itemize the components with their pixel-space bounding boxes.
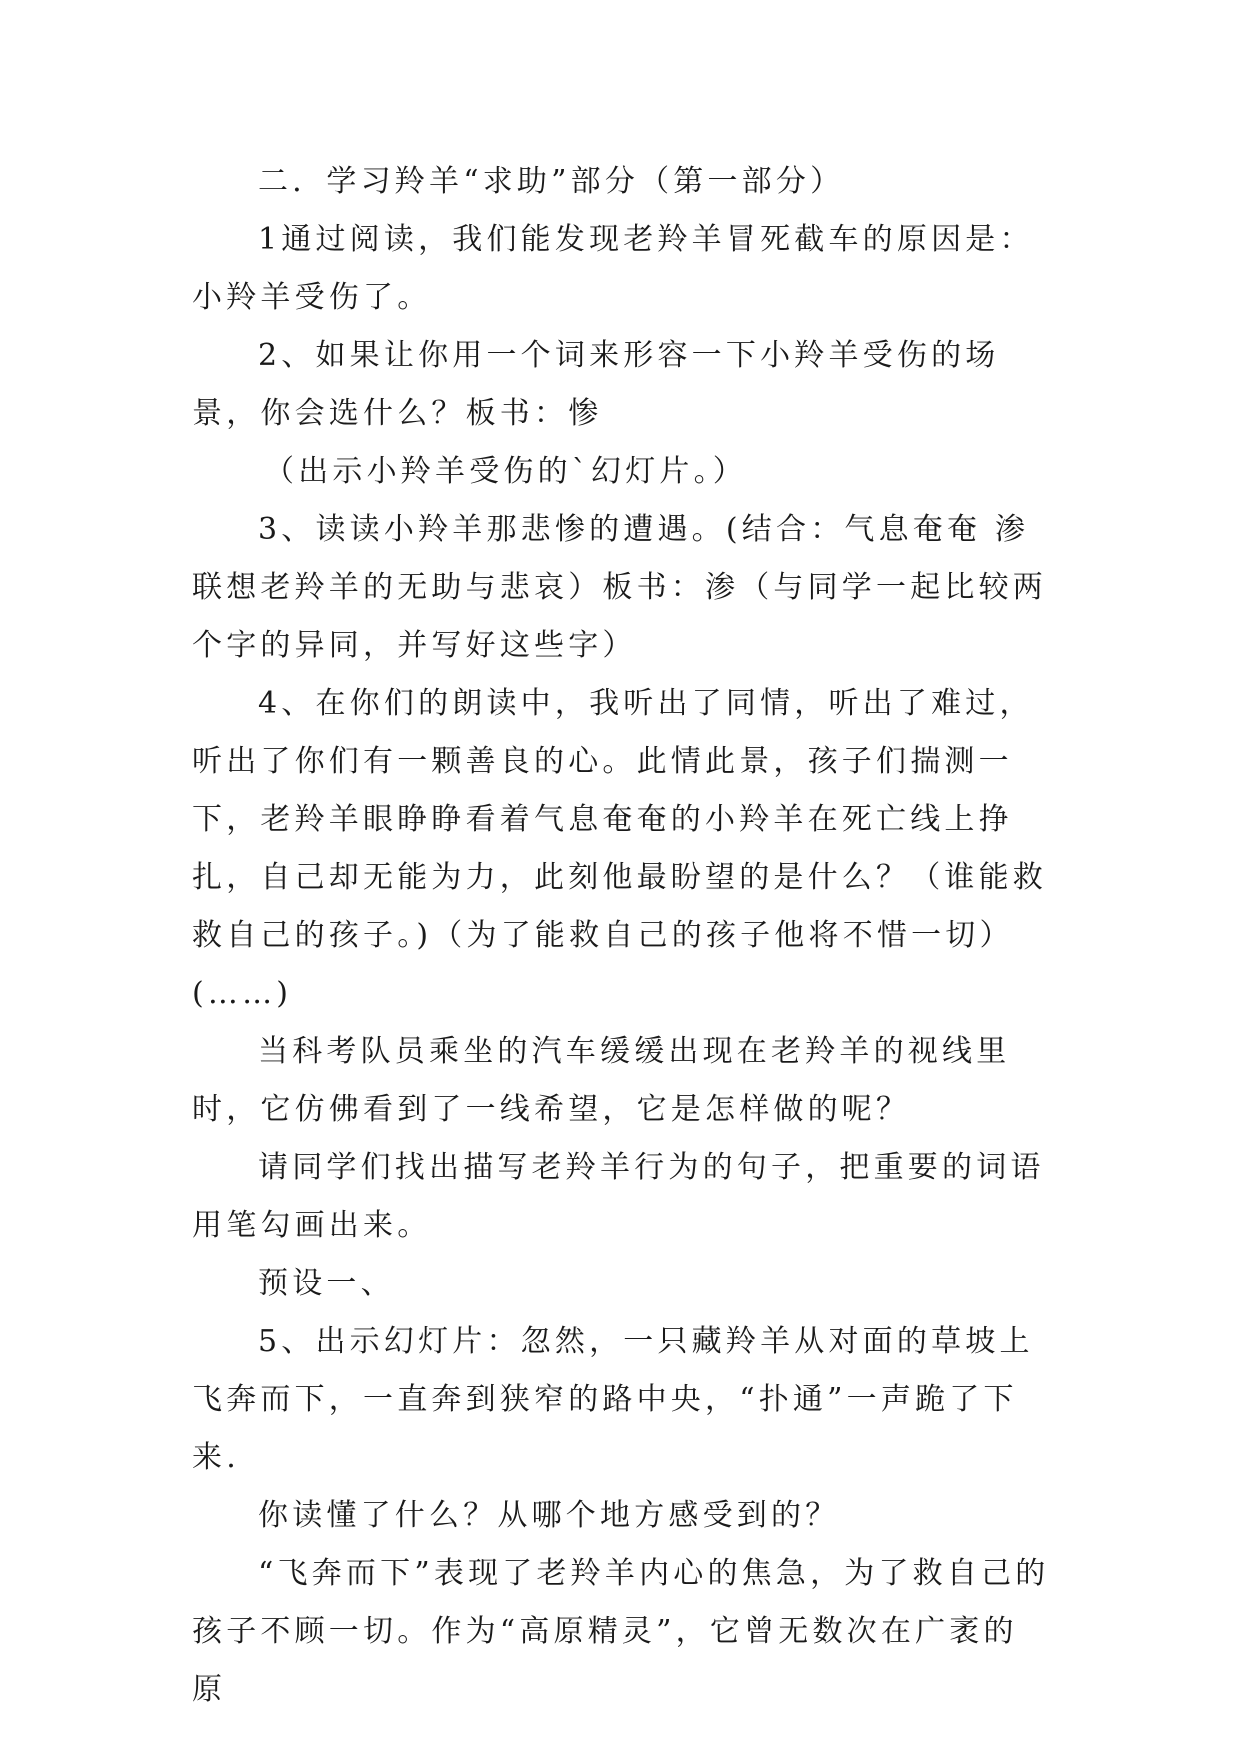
section-heading: 二．学习羚羊“求助”部分（第一部分） xyxy=(258,164,845,199)
paragraph-11: “飞奔而下”表现了老羚羊内心的焦急，为了救自己的孩子不顾一切。作为“高原精灵”，它曾无数次在广袤的原 xyxy=(192,1556,1050,1707)
paragraph-1: 1通过阅读，我们能发现老羚羊冒死截车的原因是：小羚羊受伤了。 xyxy=(192,222,1034,315)
paragraph-2: 2、如果让你用一个词来形容一下小羚羊受伤的场景，你会选什么？板书：惨 xyxy=(192,338,1000,431)
paragraph-3: （出示小羚羊受伤的`幻灯片。） xyxy=(264,454,747,489)
paragraph-10: 你读懂了什么？从哪个地方感受到的？ xyxy=(258,1498,840,1533)
paragraph-8: 预设一、 xyxy=(258,1266,395,1301)
document-body xyxy=(192,153,1050,1719)
paragraph-4: 3、读读小羚羊那悲惨的遭遇。(结合：气息奄奄 渗 联想老羚羊的无助与悲哀）板书：渗（与同学一起比较两个字的异同，并写好这些字） xyxy=(192,512,1047,663)
paragraph-5: 4、在你们的朗读中，我听出了同情，听出了难过，听出了你们有一颗善良的心。此情此景，孩子们揣测一下，老羚羊眼睁睁看着气息奄奄的小羚羊在死亡线上挣扎，自己却无能为力，此刻他最盼望的是什么？（谁能救救自己的孩子。)（为了能救自己的孩子他将不惜一切）(……) xyxy=(192,686,1047,1011)
paragraph-9: 5、出示幻灯片：忽然，一只藏羚羊从对面的草坡上飞奔而下，一直奔到狭窄的路中央，“扑通”一声跪了下来. xyxy=(192,1324,1034,1475)
paragraph-6: 当科考队员乘坐的汽车缓缓出现在老羚羊的视线里时，它仿佛看到了一线希望，它是怎样做的呢？ xyxy=(192,1034,1011,1127)
paragraph-7: 请同学们找出描写老羚羊行为的句子，把重要的词语用笔勾画出来。 xyxy=(192,1150,1045,1243)
